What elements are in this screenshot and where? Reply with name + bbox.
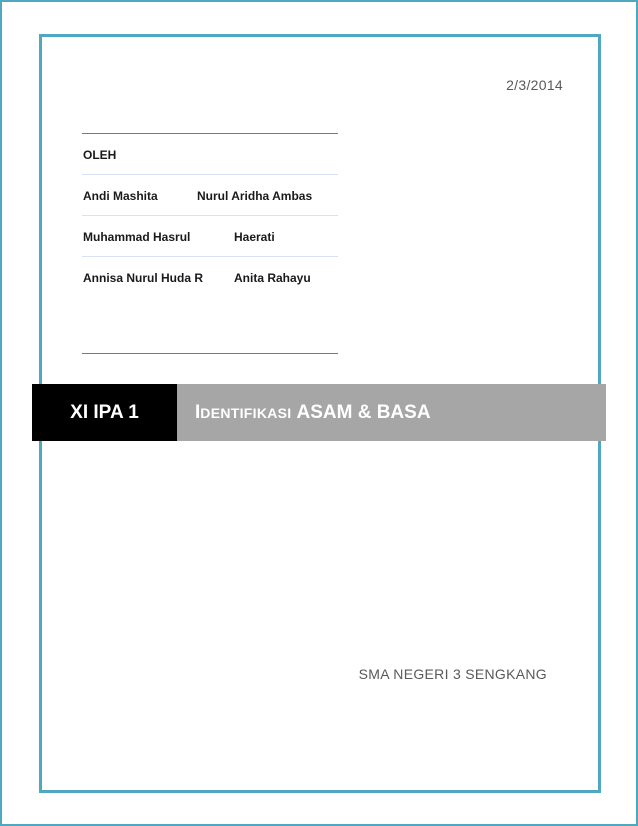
class-label: XI IPA 1 [32,384,177,441]
document-title [177,384,606,441]
title-rest: ASAM & BASA [296,401,431,423]
author-name: Anita Rahayu [234,271,311,285]
author-row [82,216,338,257]
author-name: Nurul Aridha Ambas [197,189,313,203]
document-date: 2/3/2014 [506,77,563,93]
author-row [82,257,338,297]
school-name: SMA NEGERI 3 SENGKANG [358,666,547,682]
author-heading: OLEH [83,148,117,162]
author-name: Andi Mashita [83,189,158,203]
title-small-caps: DENTIFIKASI [200,404,292,421]
title-banner [32,384,606,441]
author-row [82,175,338,216]
author-name: Annisa Nurul Huda R [83,271,204,285]
author-name: Muhammad Hasrul [83,230,191,244]
author-name: Haerati [234,230,275,244]
author-block [82,133,338,354]
author-heading-row [82,134,338,175]
title-initial: I [195,401,201,423]
